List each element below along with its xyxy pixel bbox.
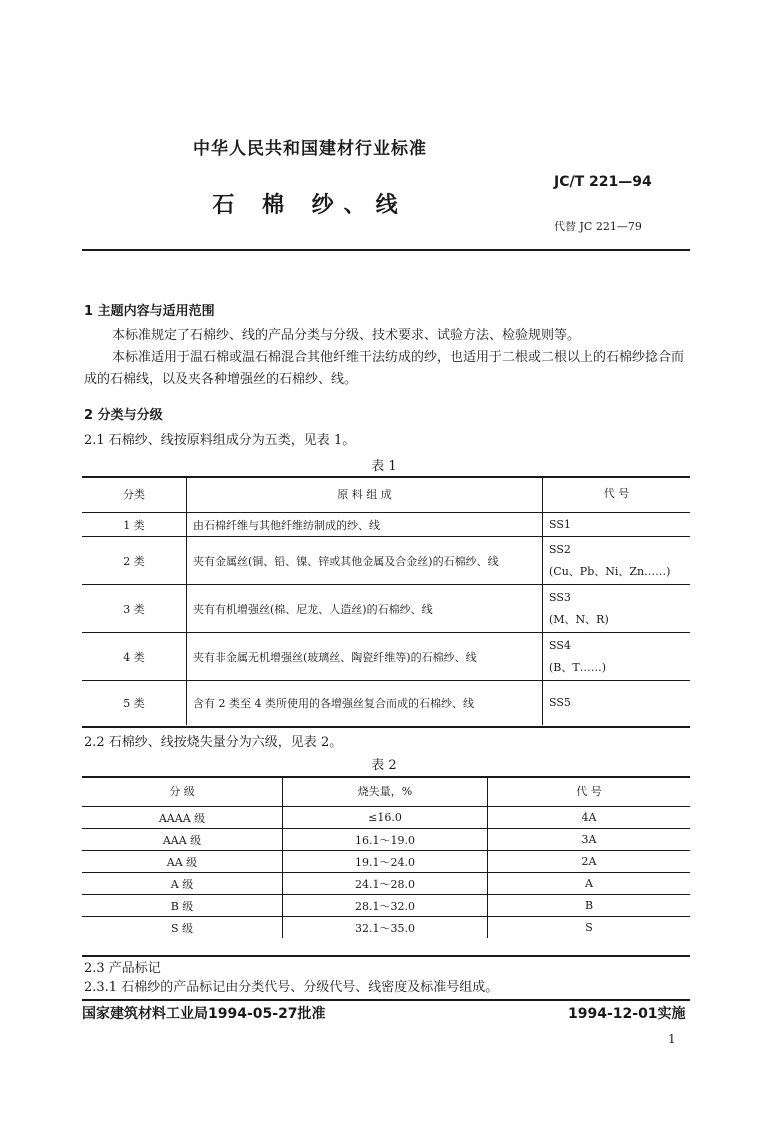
table-header-cell: 代 号 (543, 476, 691, 513)
code-value: SS4 (549, 638, 571, 652)
code-value: SS2 (549, 542, 571, 556)
table-cell: S (585, 921, 593, 934)
table-cell (543, 537, 691, 585)
table-row (82, 681, 690, 725)
table-cell (543, 681, 691, 725)
table-cell: 含有 2 类至 4 类所使用的各增强丝复合而成的石棉纱、线 (187, 681, 543, 725)
replaces-standard: 代替 JC 221—79 (554, 220, 642, 233)
table-cell: 28.1～32.0 (283, 895, 488, 917)
code-detail: (M、N、R) (549, 612, 609, 626)
table-cell: S 级 (82, 917, 283, 939)
table-2-caption: 表 2 (371, 758, 397, 773)
code-detail: (Cu、Pb、Ni、Zn……) (549, 564, 671, 578)
section-2-heading: 2 分类与分级 (84, 408, 163, 423)
table-cell (543, 633, 691, 681)
table-row (82, 829, 690, 851)
table-header-cell: 烧失量，% (283, 776, 488, 807)
implementation-date: 1994-12-01实施 (568, 1006, 686, 1022)
table-cell: 19.1～24.0 (283, 851, 488, 873)
clause-2-2: 2.2 石棉纱、线按烧失量分为六级，见表 2。 (84, 735, 343, 750)
table-cell: 3A (488, 829, 691, 851)
table-cell: 16.1～19.0 (283, 829, 488, 851)
section-1-heading: 1 主题内容与适用范围 (84, 304, 215, 319)
table-header-cell: 分类 (82, 476, 187, 513)
table-cell: ≤16.0 (283, 807, 488, 829)
table-cell: 24.1～28.0 (283, 873, 488, 895)
table-cell: 4A (488, 807, 691, 829)
table-cell: B (488, 895, 691, 917)
table-2-bottom-rule (82, 955, 690, 957)
code-value: SS3 (549, 590, 571, 604)
table-cell: A 级 (82, 873, 283, 895)
clause-2-3: 2.3 产品标记 (84, 961, 161, 976)
table-cell: 2 类 (82, 537, 187, 585)
issuing-organization: 中华人民共和国建材行业标准 (193, 139, 427, 159)
table-header-cell: 原 料 组 成 (187, 476, 543, 513)
table-cell (543, 513, 691, 537)
table-row (82, 895, 690, 917)
table-row (82, 917, 690, 939)
table-cell: AAA 级 (82, 829, 283, 851)
table-cell: A (488, 873, 691, 895)
table-header-row (82, 776, 690, 807)
table-row (82, 873, 690, 895)
table-row (82, 633, 690, 681)
table-cell: B 级 (82, 895, 283, 917)
table-cell: 5 类 (82, 681, 187, 725)
standard-number: JC/T 221—94 (554, 174, 652, 190)
table-cell: 4 类 (82, 633, 187, 681)
table-cell: 夹有非金属无机增强丝(玻璃丝、陶瓷纤维等)的石棉纱、线 (187, 633, 543, 681)
table-1 (82, 476, 690, 725)
code-value: SS5 (549, 695, 571, 709)
table-row (82, 851, 690, 873)
table-2 (82, 776, 690, 938)
table-header-row (82, 476, 690, 513)
table-cell: AA 级 (82, 851, 283, 873)
clause-2-1: 2.1 石棉纱、线按原料组成分为五类，见表 1。 (84, 433, 356, 448)
table-row (82, 537, 690, 585)
table-cell: 由石棉纤维与其他纤维纺制成的纱、线 (187, 513, 543, 537)
section-1-paragraph-1: 本标准规定了石棉纱、线的产品分类与分级、技术要求、试验方法、检验规则等。 (112, 328, 581, 343)
table-1-caption: 表 1 (371, 459, 397, 474)
table-row (82, 513, 690, 537)
header-divider (82, 249, 690, 251)
approval-line: 国家建筑材料工业局1994-05-27批准 (82, 1006, 326, 1022)
table-cell: 32.1～35.0 (283, 917, 488, 939)
table-cell: AAAA 级 (82, 807, 283, 829)
code-detail: (B、T……) (549, 660, 607, 674)
table-1-bottom-rule (82, 726, 690, 728)
table-cell: 夹有有机增强丝(棉、尼龙、人造丝)的石棉纱、线 (187, 585, 543, 633)
table-header-cell: 分 级 (82, 776, 283, 807)
table-row (82, 585, 690, 633)
footer-divider (82, 999, 690, 1001)
section-1-paragraph-2: 本标准适用于温石棉或温石棉混合其他纤维干法纺成的纱，也适用于二根或二根以上的石棉纱捻合而成的石棉线，以及夹各种增强丝的石棉纱、线。 (84, 350, 685, 387)
table-cell: 2A (488, 851, 691, 873)
code-value: SS1 (549, 517, 571, 531)
table-cell: 1 类 (82, 513, 187, 537)
table-cell: 3 类 (82, 585, 187, 633)
page-number: 1 (668, 1032, 676, 1046)
table-row (82, 807, 690, 829)
table-cell (543, 585, 691, 633)
document-title: 石 棉 纱、线 (212, 193, 408, 218)
table-cell: 夹有金属丝(铜、铅、镍、锌或其他金属及合金丝)的石棉纱、线 (187, 537, 543, 585)
clause-2-3-1: 2.3.1 石棉纱的产品标记由分类代号、分级代号、线密度及标准号组成。 (84, 980, 499, 995)
table-header-cell: 代 号 (488, 776, 691, 807)
